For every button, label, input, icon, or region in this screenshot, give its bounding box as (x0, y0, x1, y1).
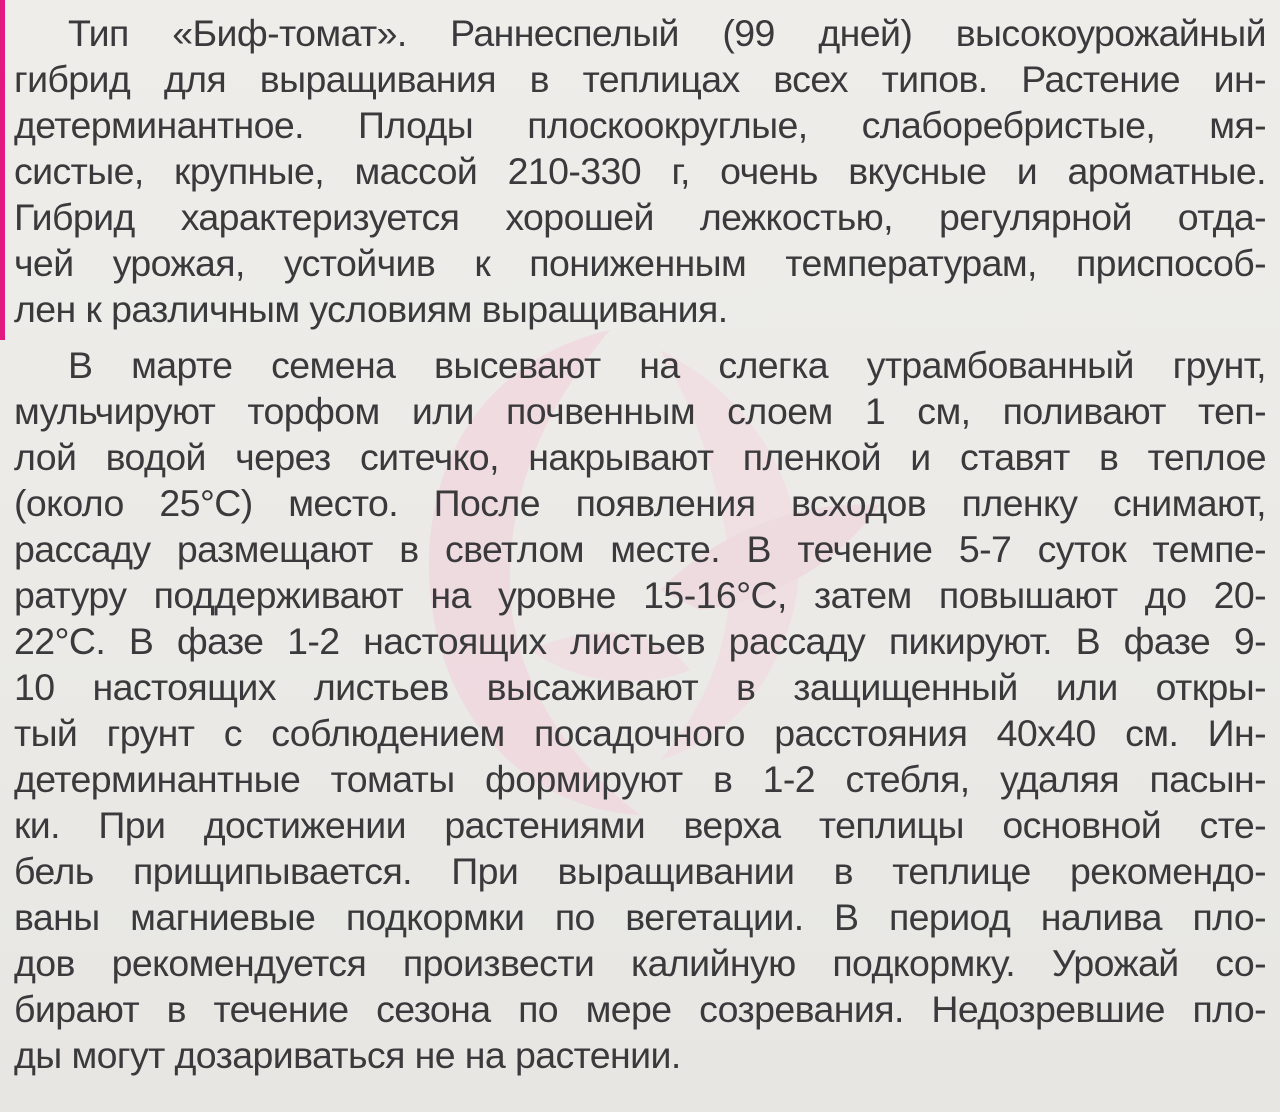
paragraph-variety-description (14, 10, 1266, 332)
text-line: тый грунт с соблюдением посадочного расстояния 40x40 см. Ин- (14, 712, 1266, 754)
text-line: детерминантное. Плоды плоскоокруглые, слаборебристые, мя- (14, 104, 1266, 146)
text-line: ваны магниевые подкормки по вегетации. В период налива пло- (14, 896, 1266, 938)
text-line: рассаду размещают в светлом месте. В течение 5-7 суток темпе- (14, 528, 1266, 570)
text-line: В марте семена высевают на слегка утрамбованный грунт, (68, 344, 1266, 386)
paragraph-growing-instructions (14, 342, 1266, 1078)
text-line: чей урожая, устойчив к пониженным температурам, приспособ- (14, 242, 1266, 284)
text-line: 10 настоящих листьев высаживают в защищенный или откры- (14, 666, 1266, 708)
text-line: ратуру поддерживают на уровне 15-16°С, затем повышают до 20- (14, 574, 1266, 616)
text-line: ды могут дозариваться не на растении. (14, 1034, 681, 1076)
text-line: дов рекомендуется произвести калийную подкормку. Урожай со- (14, 942, 1266, 984)
text-line: детерминантные томаты формируют в 1-2 стебля, удаляя пасын- (14, 758, 1266, 800)
text-line: 22°С. В фазе 1-2 настоящих листьев рассаду пикируют. В фазе 9- (14, 620, 1266, 662)
text-line: бирают в течение сезона по мере созревания. Недозревшие пло- (14, 988, 1266, 1030)
text-line: Гибрид характеризуется хорошей лежкостью, регулярной отда- (14, 196, 1266, 238)
text-line: (около 25°С) место. После появления всходов пленку снимают, (14, 482, 1266, 524)
description-text (14, 10, 1266, 1078)
text-line: лой водой через ситечко, накрывают пленкой и ставят в теплое (14, 436, 1266, 478)
accent-stripe (0, 0, 5, 340)
text-line: гибрид для выращивания в теплицах всех типов. Растение ин- (14, 58, 1266, 100)
text-line: систые, крупные, массой 210-330 г, очень вкусные и ароматные. (14, 150, 1266, 192)
text-line: бель прищипывается. При выращивании в теплице рекомендо- (14, 850, 1266, 892)
text-line: ки. При достижении растениями верха теплицы основной сте- (14, 804, 1266, 846)
text-line: лен к различным условиям выращивания. (14, 288, 728, 330)
text-line: Тип «Биф-томат». Раннеспелый (99 дней) высокоурожайный (68, 12, 1266, 54)
text-line: мульчируют торфом или почвенным слоем 1 см, поливают теп- (14, 390, 1266, 432)
